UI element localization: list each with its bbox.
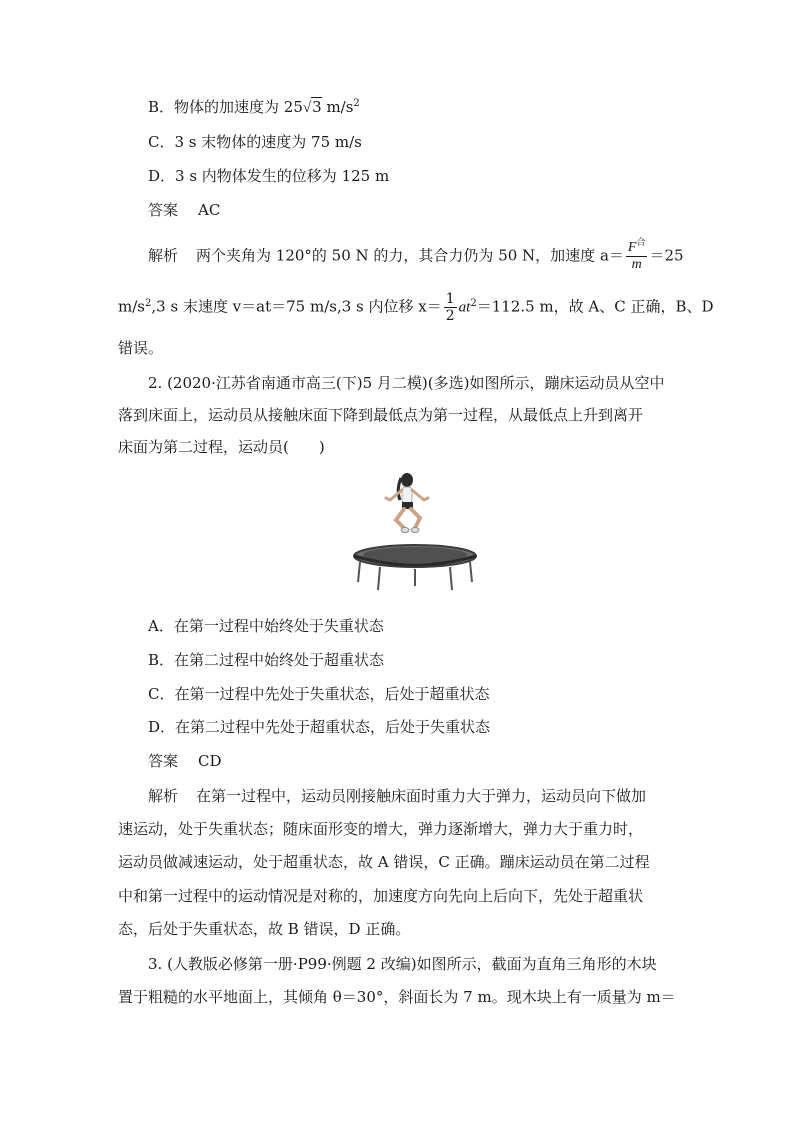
q2-analysis-line-2: 速运动，处于失重状态；随床面形变的增大，弹力逐渐增大，弹力大于重力时， [118,820,644,838]
q2-analysis-line-5: 态，后处于失重状态，故 B 错误，D 正确。 [118,920,411,938]
q2-analysis-line-3: 运动员做减速运动，处于超重状态，故 A 错误，C 正确。蹦床运动员在第二过程 [118,853,650,871]
q1-fraction-accel [626,237,648,273]
trampoline-illustration [352,470,478,594]
q3-stem-line-1: 3. (人教版必修第一册·P99·例题 2 改编)如图所示，截面为直角三角形的木块 [148,955,657,973]
q1-line2-exp: 2 [144,297,152,309]
frac-den: m [631,257,642,272]
q1-answer [148,200,220,220]
q2-stem-line-1: 2. (2020·江苏省南通市高三(下)5 月二模)(多选)如图所示，蹦床运动员从空中 [148,374,665,392]
trampoline-bed [354,545,476,567]
q1-option-c: C．3 s 末物体的速度为 75 m/s [148,133,362,151]
q2-analysis-label: 解析 [148,787,179,805]
q2-analysis-line-1 [148,786,646,806]
trampoline-figure [352,470,478,594]
q1-analysis-text-1: 两个夹角为 120°的 50 N 的力，其合力仍为 50 N，加速度 a＝ [196,246,624,265]
q1-analysis-tail-1: ＝25 [649,246,684,265]
frac-num: F [627,240,637,255]
q2-analysis-text-1: 在第一过程中，运动员刚接触床面时重力大于弹力，运动员向下做加 [196,787,647,805]
q1-fraction-half [444,291,457,324]
half-num: 1 [445,291,455,307]
q1-option-b-unit: m/s [321,98,354,116]
q2-stem-line-3: 床面为第二过程，运动员( ) [118,438,325,456]
q3-stem-line-2: 置于粗糙的水平地面上，其倾角 θ＝30°，斜面长为 7 m。现木块上有一质量为 m＝ [118,988,676,1006]
q1-analysis-line-3: 错误。 [118,339,164,357]
q1-analysis-line-2 [118,291,714,324]
q1-option-d: D．3 s 内物体发生的位移为 125 m [148,167,390,185]
jumper-figure [386,473,428,533]
q1-line2-exp2: 2 [470,297,477,309]
q2-answer-label: 答案 [148,752,179,770]
q2-option-d: D．在第二过程中先处于超重状态，后处于失重状态 [148,718,491,736]
q1-option-b-text: B．物体的加速度为 25 [148,98,303,116]
frac-num-sub: 合 [636,237,646,247]
q2-option-c: C．在第一过程中先处于失重状态，后处于超重状态 [148,685,490,703]
q1-line2-unit: m/s [118,297,145,316]
sqrt-symbol: √ [302,100,312,116]
q1-answer-label: 答案 [148,201,179,219]
q1-answer-value: AC [198,201,221,219]
q1-option-b-exponent: 2 [353,98,360,109]
q1-option-b [148,97,360,120]
q2-stem-line-2: 落到床面上，运动员从接触床面下降到最低点为第一过程，从最低点上升到离开 [118,406,644,424]
q1-analysis-label: 解析 [148,246,179,265]
q1-line2-text: ,3 s 末速度 v＝at＝75 m/s,3 s 内位移 x＝ [151,297,442,316]
q2-answer [148,751,222,771]
q2-answer-value: CD [198,752,222,770]
q2-analysis-line-4: 中和第一过程中的运动情况是对称的，加速度方向先向上后向下，先处于超重状 [118,887,644,905]
q1-line2-tail: ＝112.5 m，故 A、C 正确，B、D [476,297,714,316]
q2-option-b: B．在第二过程中始终处于超重状态 [148,651,385,669]
q1-option-b-radicand: 3 [312,98,322,116]
q1-line2-at: at [458,299,471,316]
half-den: 2 [445,308,455,324]
q1-analysis-line-1 [148,237,684,273]
q2-option-a: A．在第一过程中始终处于失重状态 [148,617,384,635]
